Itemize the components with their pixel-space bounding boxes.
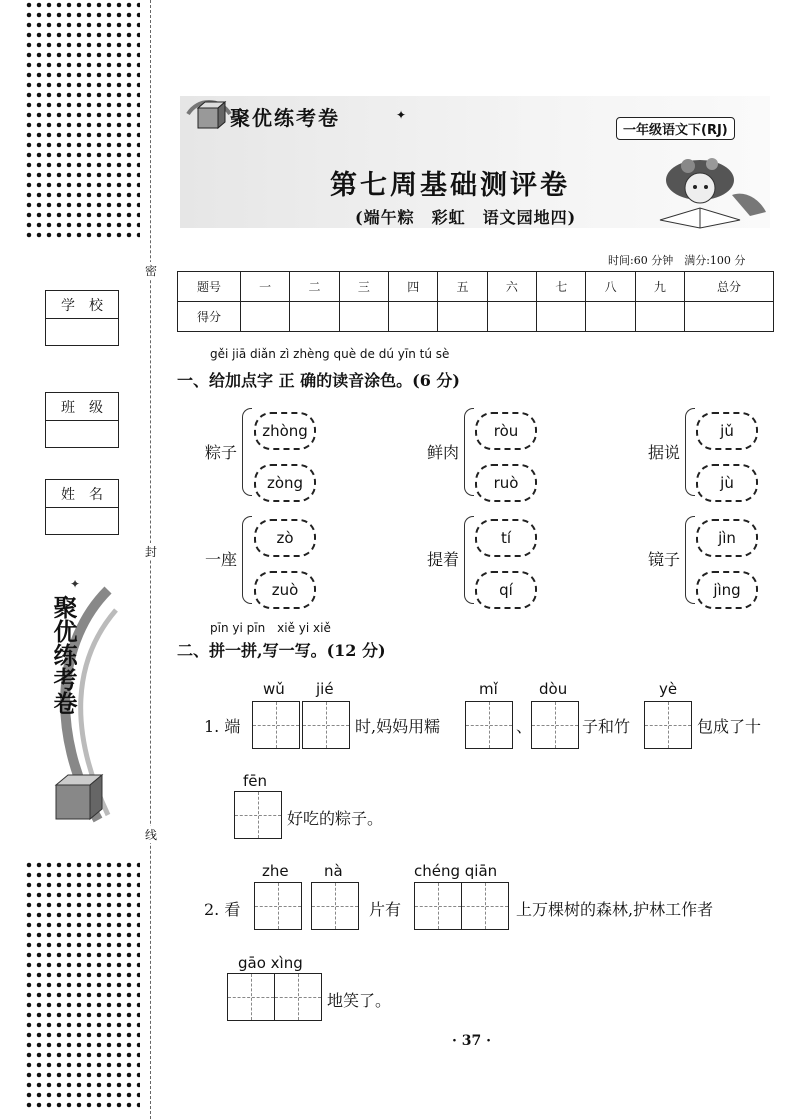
class-label: 班 级	[46, 393, 118, 421]
pinyin-option[interactable]: ròu	[475, 412, 537, 450]
score-cell[interactable]	[537, 302, 586, 332]
pinyin-option[interactable]: qí	[475, 571, 537, 609]
pinyin-hint: gāo xìng	[238, 954, 303, 972]
brace	[464, 516, 474, 604]
pinyin-option[interactable]: zuò	[254, 571, 316, 609]
sparkle-icon: ✦	[396, 108, 407, 122]
score-header-cell: 三	[339, 272, 388, 302]
score-row-label: 得分	[178, 302, 241, 332]
score-table	[177, 271, 774, 332]
score-table-header-row	[178, 272, 774, 302]
word-jingzi: 镜子	[648, 550, 681, 569]
section2-heading: 二、拼一拼,写一写。(12 分)	[177, 641, 386, 660]
pinyin-hint: nà	[324, 862, 343, 880]
q2-text-2: 上万棵树的森林,护林工作者	[516, 900, 714, 919]
page-subtitle: (端午粽 彩虹 语文园地四)	[355, 208, 577, 227]
writing-box[interactable]	[311, 882, 359, 930]
name-label: 姓 名	[46, 480, 118, 508]
score-header-cell: 四	[389, 272, 438, 302]
section1-heading: 一、给加点字 正 确的读音涂色。(6 分)	[177, 371, 460, 390]
score-header-cell: 七	[537, 272, 586, 302]
q2-number: 2. 看	[204, 900, 241, 919]
seal-char-xian: 线	[144, 828, 157, 842]
score-cell[interactable]	[438, 302, 487, 332]
q1-number: 1. 端	[204, 717, 241, 736]
class-field	[45, 392, 119, 448]
q1-text-2: 、	[516, 717, 533, 736]
score-header-cell: 总分	[685, 272, 774, 302]
pinyin-option[interactable]: tí	[475, 519, 537, 557]
seal-char-mi: 密	[144, 264, 157, 278]
pinyin-hint: jié	[316, 680, 334, 698]
school-label: 学 校	[46, 291, 118, 319]
brand-title: 聚优练考卷	[230, 106, 340, 130]
brace	[685, 408, 695, 496]
score-table-row	[178, 302, 774, 332]
writing-box-double[interactable]	[227, 973, 322, 1021]
cube-logo-icon	[186, 92, 232, 134]
pinyin-hint: yè	[659, 680, 678, 698]
score-cell[interactable]	[389, 302, 438, 332]
pinyin-option[interactable]: jù	[696, 464, 758, 502]
girl-reading-illustration	[650, 150, 770, 230]
q1-text-3: 子和竹	[582, 717, 631, 736]
q2-text-1: 片有	[369, 900, 402, 919]
score-header-cell: 六	[487, 272, 536, 302]
score-cell[interactable]	[685, 302, 774, 332]
pinyin-option[interactable]: zò	[254, 519, 316, 557]
pinyin-hint: dòu	[539, 680, 568, 698]
writing-box[interactable]	[302, 701, 350, 749]
q1-text-4: 包成了十	[697, 717, 762, 736]
pinyin-hint: mǐ	[479, 680, 498, 698]
score-header-cell: 八	[586, 272, 635, 302]
pinyin-option[interactable]: jìng	[696, 571, 758, 609]
word-xianrou: 鲜肉	[427, 443, 460, 462]
score-cell[interactable]	[635, 302, 684, 332]
grade-label: 一年级语文下(RJ)	[616, 117, 735, 140]
word-tizhe: 提着	[427, 550, 460, 569]
pinyin-option[interactable]: zhòng	[254, 412, 316, 450]
score-cell[interactable]	[487, 302, 536, 332]
page-number: · 37 ·	[452, 1033, 491, 1049]
brace	[242, 408, 252, 496]
page-title: 第七周基础测评卷	[330, 170, 570, 201]
brace	[685, 516, 695, 604]
vertical-brand-text: 聚优练考卷	[49, 595, 77, 715]
pinyin-hint: zhe	[262, 862, 289, 880]
writing-box[interactable]	[644, 701, 692, 749]
writing-box-double[interactable]	[414, 882, 509, 930]
word-zongzi: 粽子	[205, 443, 238, 462]
q1-text-5: 好吃的粽子。	[287, 809, 384, 828]
q1-text-1: 时,妈妈用糯	[355, 717, 441, 736]
writing-box[interactable]	[531, 701, 579, 749]
section2-pinyin: pīn yi pīn xiě yi xiě	[210, 621, 331, 635]
q2-text-3: 地笑了。	[327, 991, 392, 1010]
score-cell[interactable]	[586, 302, 635, 332]
word-yizuo: 一座	[205, 550, 238, 569]
section1-pinyin: gěi jiā diǎn zì zhèng què de dú yīn tú sè	[210, 347, 450, 361]
pinyin-option[interactable]: jǔ	[696, 412, 758, 450]
brace	[464, 408, 474, 496]
name-field	[45, 479, 119, 535]
pinyin-hint: wǔ	[263, 680, 285, 698]
score-header-cell: 二	[290, 272, 339, 302]
brace	[242, 516, 252, 604]
pinyin-option[interactable]: jìn	[696, 519, 758, 557]
name-input[interactable]	[46, 508, 118, 534]
svg-text:✦: ✦	[70, 580, 81, 591]
pinyin-hint: chéng qiān	[414, 862, 498, 880]
class-input[interactable]	[46, 421, 118, 447]
time-score-info: 时间:60 分钟 满分:100 分	[608, 254, 746, 267]
score-header-cell: 九	[635, 272, 684, 302]
writing-box[interactable]	[252, 701, 300, 749]
score-cell[interactable]	[339, 302, 388, 332]
dot-pattern-bottom	[24, 860, 140, 1112]
school-input[interactable]	[46, 319, 118, 345]
score-cell[interactable]	[241, 302, 290, 332]
dot-pattern-top	[24, 0, 140, 240]
score-cell[interactable]	[290, 302, 339, 332]
school-field	[45, 290, 119, 346]
pinyin-hint: fēn	[243, 772, 268, 790]
pinyin-option[interactable]: ruò	[475, 464, 537, 502]
seal-char-feng: 封	[144, 545, 157, 559]
score-header-cell: 一	[241, 272, 290, 302]
writing-box[interactable]	[234, 791, 282, 839]
writing-box[interactable]	[465, 701, 513, 749]
score-header-cell: 五	[438, 272, 487, 302]
word-jushuo: 据说	[648, 443, 681, 462]
pinyin-option[interactable]: zòng	[254, 464, 316, 502]
score-header-cell: 题号	[178, 272, 241, 302]
writing-box[interactable]	[254, 882, 302, 930]
